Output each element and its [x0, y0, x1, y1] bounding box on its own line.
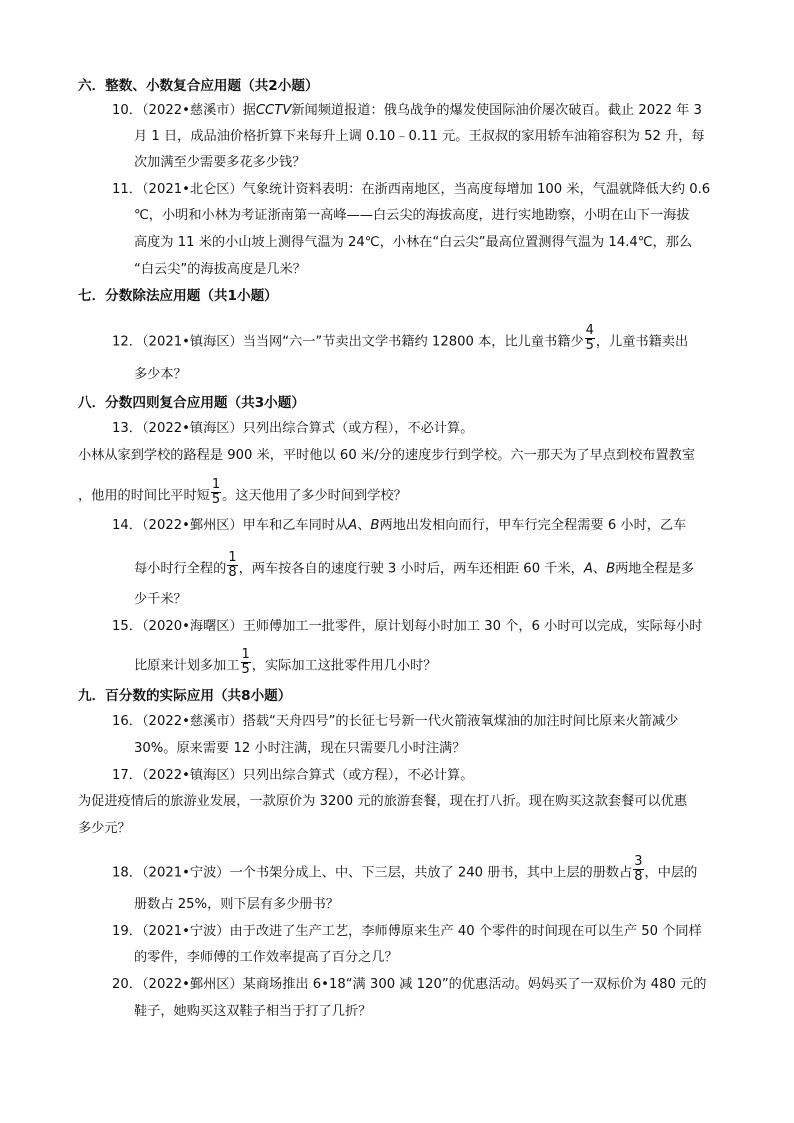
question-18-line-2: 册数占 25%，则下层有多少册书？ [134, 897, 339, 912]
section-heading-8: 八．分数四则复合应用题（共3小题） [78, 395, 305, 411]
q10-cctv: CCTV [255, 103, 292, 118]
question-14-line-2 [134, 550, 695, 583]
fraction-denominator: 8 [634, 869, 643, 884]
fraction-4-5 [585, 324, 595, 353]
q14-text-d: ，两车按各自的速度行驶 3 小时后，两车还相距 60 千米， [238, 561, 584, 577]
q15-text-b: ，实际加工这批零件用几小时？ [251, 658, 437, 674]
question-20-line-1: 20．（2022•鄞州区）某商场推出 6•18“满 300 减 120”的优惠活动。妈妈买了一双标价为 480 元的 [112, 977, 707, 992]
question-17-line-2: 为促进疫情后的旅游业发展，一款原价为 3200 元的旅游套餐，现在打八折。现在购买这款套餐可以优惠 [78, 794, 688, 809]
question-15-line-2 [134, 647, 437, 680]
fraction-1-8 [227, 551, 237, 580]
fraction-3-8 [633, 855, 643, 884]
q15-text-a: 比原来计划多加工 [134, 658, 240, 674]
question-12-line-2: 多少本？ [134, 367, 187, 382]
question-17-line-3: 多少元？ [78, 821, 131, 836]
fraction-numerator: 1 [241, 647, 250, 662]
question-16-line-1: 16．（2022•慈溪市）搭载“天舟四号”的长征七号新一代火箭液氧煤油的加注时间比原来火箭减少 [112, 714, 679, 729]
q14-separator2: 、 [592, 561, 607, 577]
question-11-line-4: “白云尖”的海拔高度是几米？ [134, 262, 306, 277]
q18-text-b: ，中层的 [644, 865, 698, 881]
question-10-line-2: 月 1 日，成品油价格折算下来每升上调 0.10﹣0.11 元。王叔叔的家用轿车油箱容积为 52 升，每 [134, 129, 705, 144]
q12-text-b: ，儿童书籍卖出 [595, 334, 689, 350]
section-heading-7: 七．分数除法应用题（共1小题） [78, 288, 278, 304]
question-13-line-2: 小林从家到学校的路程是 900 米，平时他以 60 米/分的速度步行到学校。六一那天为了早点到校布置教室 [78, 448, 696, 463]
section-heading-9: 九．百分数的实际应用（共8小题） [78, 688, 292, 704]
question-19-line-1: 19．（2021•宁波）由于改进了生产工艺，李师傅原来生产 40 个零件的时间现在可以生产 50 个同样 [112, 924, 702, 939]
q13-text-b: 。这天他用了多少时间到学校？ [222, 488, 407, 504]
q13-text-a: ，他用的时间比平时短 [78, 488, 210, 504]
fraction-numerator: 1 [211, 477, 221, 492]
question-20-line-2: 鞋子，她购买这双鞋子相当于打了几折？ [134, 1004, 372, 1019]
fraction-1-5 [211, 478, 221, 507]
question-13-line-3 [78, 477, 407, 510]
fraction-numerator: 1 [228, 550, 237, 565]
q14-text-b: 两地出发相向而行，甲车行完全程需要 6 小时，乙车 [379, 518, 687, 533]
q14-text-e: 两地全程是多 [615, 561, 695, 577]
question-16-line-2: 30%。原来需要 12 小时注满，现在只需要几小时注满？ [134, 741, 466, 756]
question-10-line-3: 次加满至少需要多花多少钱？ [134, 155, 306, 170]
fraction-numerator: 3 [634, 854, 643, 869]
fraction-denominator: 5 [241, 662, 250, 677]
q12-text-a: 12．（2021•镇海区）当当网“六一”节卖出文学书籍约 12800 本，比儿童书籍少 [112, 334, 584, 350]
question-12-line-1 [112, 323, 689, 356]
question-17-line-1: 17．（2022•镇海区）只列出综合算式（或方程），不必计算。 [112, 768, 474, 783]
question-18-line-1 [112, 854, 698, 887]
q14-text-c: 每小时行全程的 [134, 561, 227, 577]
fraction-1-5 [241, 648, 251, 677]
fraction-denominator: 8 [228, 565, 237, 580]
q10-text-a: 10．（2022•慈溪市）据 [112, 103, 256, 118]
q14-point-b: B [370, 518, 380, 533]
question-11-line-1: 11．（2021•北仑区）气象统计资料表明：在浙西南地区，当高度每增加 100 米，气温就降低大约 0.6 [112, 182, 711, 197]
q14-point-a: A [348, 518, 358, 533]
question-14-line-3: 少千米？ [134, 592, 187, 607]
q14-text-a: 14．（2022•鄞州区）甲车和乙车同时从 [112, 518, 349, 533]
question-10-line-1 [112, 102, 702, 120]
fraction-numerator: 4 [585, 323, 594, 338]
question-19-line-2: 的零件，李师傅的工作效率提高了百分之几？ [134, 950, 398, 965]
q14-point-a2: A [583, 561, 593, 577]
q18-text-a: 18．（2021•宁波）一个书架分成上、中、下三层，共放了 240 册书，其中上层的册数占 [112, 865, 633, 881]
fraction-denominator: 5 [211, 492, 221, 507]
q10-text-c: 新闻频道报道：俄乌战争的爆发使国际油价屡次破百。截止 2022 年 3 [291, 103, 702, 118]
question-11-line-3: 高度为 11 米的小山坡上测得气温为 24℃，小林在“白云尖”最高位置测得气温为 14.4℃，那么 [134, 235, 693, 250]
question-11-line-2: ℃，小明和小林为考证浙南第一高峰——白云尖的海拔高度，进行实地勘察，小明在山下一海拔 [134, 208, 690, 223]
question-15-line-1: 15．（2020•海曙区）王师傅加工一批零件，原计划每小时加工 30 个，6 小时可以完成，实际每小时 [112, 619, 703, 634]
question-13-line-1: 13．（2022•镇海区）只列出综合算式（或方程），不必计算。 [112, 421, 474, 436]
question-14-line-1 [112, 517, 686, 535]
section-heading-6: 六．整数、小数复合应用题（共2小题） [78, 78, 319, 94]
q14-separator: 、 [357, 518, 371, 533]
q14-point-b2: B [606, 561, 616, 577]
fraction-denominator: 5 [585, 338, 594, 353]
